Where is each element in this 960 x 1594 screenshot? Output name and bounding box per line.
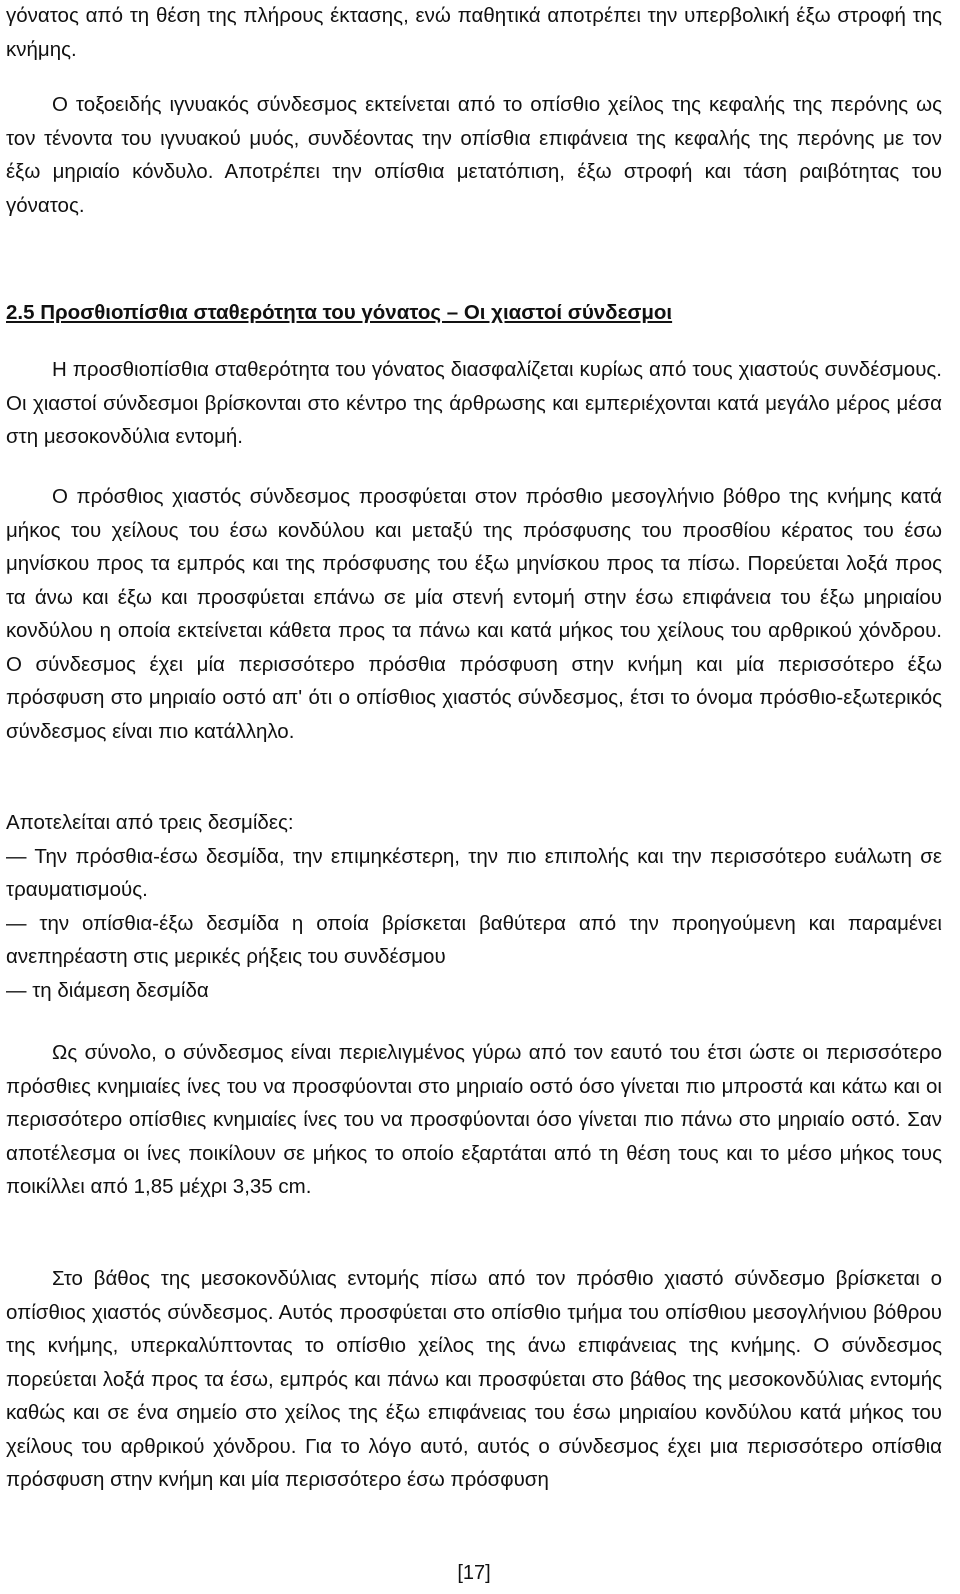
cruciate-intro-paragraph: Η προσθιοπίσθια σταθερότητα του γόνατος διασφαλίζεται κυρίως από τους χιαστούς συνδέσμους. Οι χιαστοί σύνδεσμοι βρίσκονται στο κέντρο της άρθρωσης και εμπεριέχονται κατά μεγάλο μέρος μέσα στη μεσοκονδύλια εντομή. xyxy=(6,358,942,448)
bundles-list xyxy=(6,806,942,1007)
section-heading: 2.5 Προσθιοπίσθια σταθερότητα του γόνατος – Οι χιαστοί σύνδεσμοι xyxy=(6,301,673,324)
list-item: — Την πρόσθια-έσω δεσμίδα, την επιμηκέστερη, την πιο επιπολής και την περισσότερο ευάλωτη σε τραυματισμούς. xyxy=(6,844,942,901)
bundles-intro: Αποτελείται από τρεις δεσμίδες: xyxy=(6,811,294,834)
acl-paragraph: Ο πρόσθιος χιαστός σύνδεσμος προσφύεται στον πρόσθιο μεσογλήνιο βόθρο της κνήμης κατά μήκος του χείλους του έσω κονδύλου και μεταξύ της πρόσφυσης του προσθίου κέρατος του έσω μηνίσκου προς τα εμπρός και της πρόσφυσης του έξω μηνίσκου προς τα πίσω. Πορεύεται λοξά προς τα άνω και έξω και προσφύεται επάνω σε μία στενή εντομή στην έσω επιφάνεια του έξω μηριαίου κονδύλου η οποία εκτείνεται κάθετα προς τα πάνω και κατά μήκος του χείλους του αρθρικού χόνδρου. Ο σύνδεσμος έχει μία περισσότερο πρόσθια πρόσφυση στην κνήμη και μία περισσότερο έξω πρόσφυση στο μηριαίο οστό απ' ότι ο οπίσθιος χιαστός σύνδεσμος, έτσι το όνομα πρόσθιο-εξωτερικός σύνδεσμος είναι πιο κατάλληλο. xyxy=(6,485,942,743)
continuation-paragraph: γόνατος από τη θέση της πλήρους έκτασης, ενώ παθητικά αποτρέπει την υπερβολική έξω στροφή της κνήμης. xyxy=(6,4,942,61)
pcl-paragraph: Στο βάθος της μεσοκονδύλιας εντομής πίσω από τον πρόσθιο χιαστό σύνδεσμο βρίσκεται ο οπίσθιος χιαστός σύνδεσμος. Αυτός προσφύεται στο οπίσθιο τμήμα του οπίσθιου μεσογλήνιου βόθρου της κνήμης, υπερκαλύπτοντας το οπίσθιο χείλος της άνω επιφάνειας της κνήμης. Ο σύνδεσμος πορεύεται λοξά προς τα έσω, εμπρός και πάνω και προσφύεται στο βάθος της μεσοκονδύλιας εντομής καθώς και σε ένα σημείο στο χείλος της έξω επιφάνειας του έσω μηριαίου κονδύλου κατά μήκος του χείλους του αρθρικού χόνδρου. Για το λόγο αυτό, αυτός ο σύνδεσμος έχει μια περισσότερο οπίσθια πρόσφυση στην κνήμη και μία περισσότερο έσω πρόσφυση xyxy=(6,1267,942,1491)
list-item: — την οπίσθια-έξω δεσμίδα η οποία βρίσκεται βαθύτερα από την προηγούμενη και παραμένει ανεπηρέαστη στις μερικές ρήξεις του συνδέσμου xyxy=(6,911,942,968)
fiber-twist-paragraph: Ως σύνολο, ο σύνδεσμος είναι περιελιγμένος γύρω από τον εαυτό του έτσι ώστε οι περισσότερο πρόσθιες κνημιαίες ίνες του να προσφύονται στο μηριαίο οστό όσο γίνεται πιο μπροστά και κάτω και οι περισσότερο οπίσθιες κνημιαίες ίνες του να προσφύονται όσο γίνεται πιο πάνω στο μηριαίο οστό. Σαν αποτέλεσμα οι ίνες ποικίλουν σε μήκος το οποίο εξαρτάται από τη θέση τους και το μέσο μήκος τους ποικίλλει από 1,85 μέχρι 3,35 cm. xyxy=(6,1041,942,1198)
page-number: [17] xyxy=(457,1562,491,1584)
list-item: — τη διάμεση δεσμίδα xyxy=(6,978,209,1002)
popliteofibular-paragraph: Ο τοξοειδής ιγνυακός σύνδεσμος εκτείνεται από το οπίσθιο χείλος της κεφαλής της περόνης ως τον τένοντα του ιγνυακού μυός, συνδέοντας την οπίσθια επιφάνεια της κεφαλής της περόνης με τον έξω μηριαίο κόνδυλο. Αποτρέπει την οπίσθια μετατόπιση, έξω στροφή και τάση ραιβότητας του γόνατος. xyxy=(6,93,942,217)
